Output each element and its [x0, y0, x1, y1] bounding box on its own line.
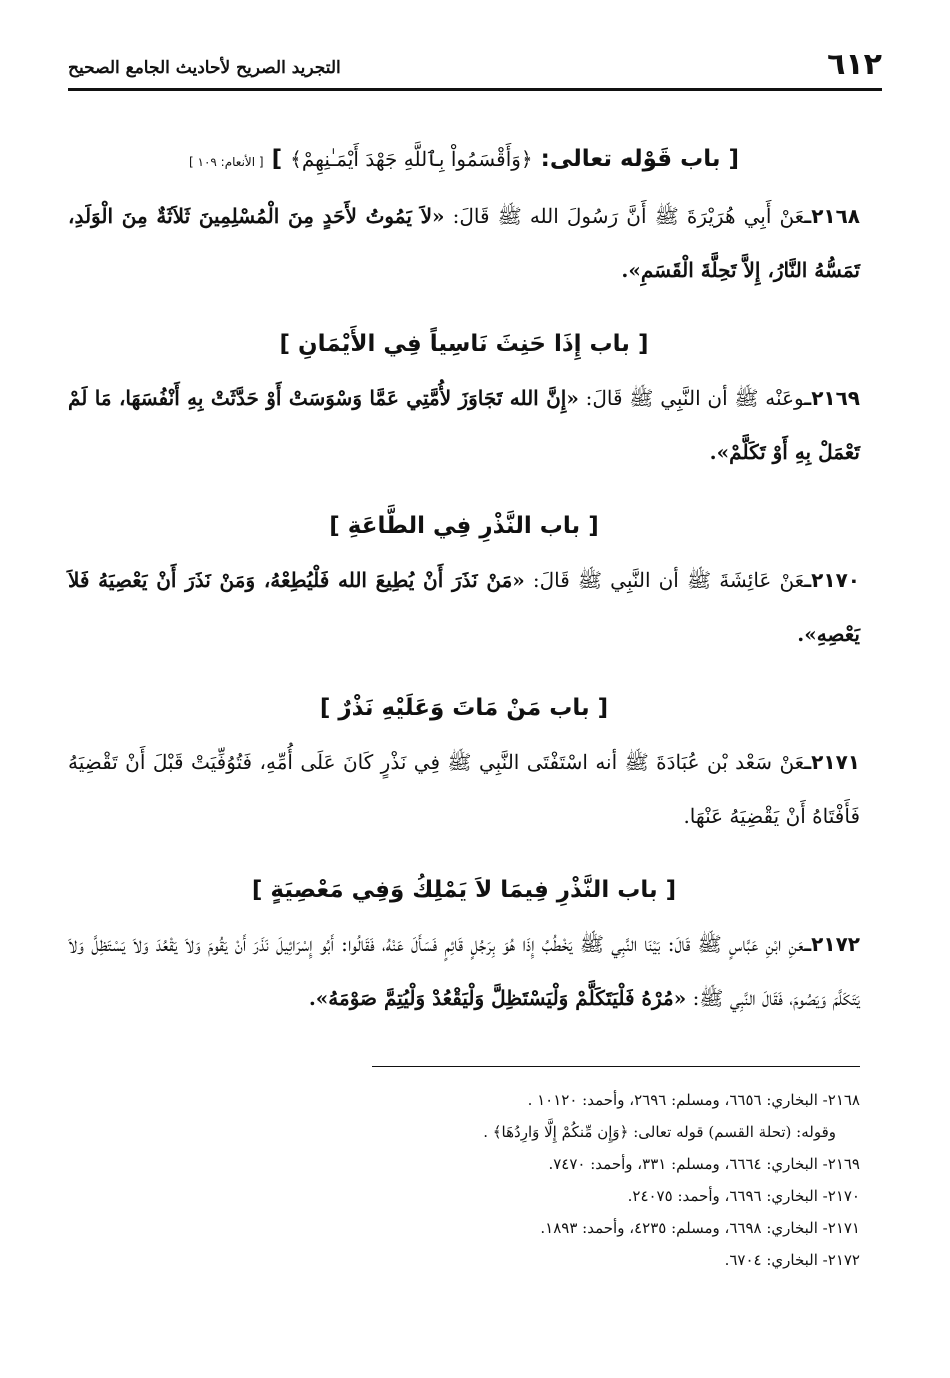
- hadith-chain: عَنْ عَائِشَةَ ﷺ أن النَّبِي ﷺ قَالَ:: [532, 568, 805, 592]
- hadith-number: ٢١٧٠ـ: [804, 568, 860, 592]
- footnote: ٢١٦٩- البخاري: ٦٦٦٤، ومسلم: ٣٣١، وأحمد: ٧٤٧٠.: [548, 1155, 860, 1173]
- hadith-text: «مَنْ نَذَرَ أَنْ يُطِيعَ الله فَلْيُطِعْهُ، وَمَنْ نَذَرَ أَنْ يَعْصِيَهُ فَلاَ يَعْصِهِ».: [68, 568, 860, 646]
- header-divider: [68, 88, 882, 91]
- footnote: ٢١٧١- البخاري: ٦٦٩٨، ومسلم: ٤٢٣٥، وأحمد: ١٨٩٣.: [540, 1219, 860, 1237]
- hadith-chain: وعَنْه ﷺ أن النَّبِي ﷺ قَالَ:: [585, 386, 805, 410]
- hadith-number: ٢١٦٨ـ: [804, 204, 861, 228]
- hadith-text: عَنْ سَعْد بْن عُبَادَةَ ﷺ أنه اسْتَفْتَى النَّبِي ﷺ فِي نَذْرٍ كَانَ عَلَى أُمِّهِ، فَتُوُفِّيَتْ قَبْلَ أَنْ تَقْضِيَهُ فَأَفْتَاهُ أَنْ يَقْضِيَهُ عَنْهَا.: [68, 750, 860, 828]
- hadith-paragraph: [68, 553, 860, 661]
- hadith-text: «إِنَّ الله تَجَاوَزَ لأُمَّتِي عَمَّا وَسْوَسَتْ أَوْ حَدَّثَتْ بِهِ أَنْفُسَهَا، مَا لَمْ تَعْمَلْ بِهِ أَوْ تَكَلَّمْ».: [68, 386, 860, 464]
- chapter-heading: [ باب النَّذْرِ فِيمَا لاَ يَمْلِكُ وَفِي مَعْصِيَةٍ ]: [251, 877, 677, 903]
- footnotes: [160, 1084, 860, 1276]
- hadith-chain: عَنْ أَبِي هُرَيْرَةَ ﷺ أَنَّ رَسُولَ الله ﷺ قَالَ:: [452, 204, 805, 228]
- page-header: [68, 36, 882, 86]
- hadith-paragraph: [68, 371, 860, 479]
- chapter-heading: [ باب النَّذْرِ فِي الطَّاعَةِ ]: [329, 513, 599, 539]
- hadith-chain: عَنِ ابْنِ عَبَّاسٍ ﷺ قَالَ: بَيْنَا النَّبِي ﷺ يَخْطُبُ إِذَا هُوَ بِرَجُلٍ قَائِمٍ فَسَأَلَ عَنْهُ، فَقَالُوا: أَبُو إِسْرَائِيلَ نَذَرَ أَنْ يَقُومَ وَلاَ يَقْعُدَ وَلاَ يَسْتَظِلَّ وَلاَ يَتَكَلَّمَ وَيَصُومَ، فَقَالَ النَّبِي ﷺ:: [68, 932, 860, 1010]
- chapter-heading: [ باب إِذَا حَنِثَ نَاسِياً فِي الأَيْمَانِ ]: [279, 331, 649, 357]
- footnote: ٢١٧٢- البخاري: ٦٧٠٤.: [724, 1251, 860, 1269]
- footnote: وقوله: (تحلة القسم) قوله تعالى: ﴿وَإِن مِّنكُمْ إِلَّا وَارِدُهَا﴾ .: [483, 1123, 836, 1141]
- footnote-divider: [372, 1066, 860, 1067]
- running-title: التجريد الصريح لأحاديث الجامع الصحيح: [68, 58, 341, 78]
- hadith-paragraph: [68, 735, 860, 843]
- chapter-bracket: ]: [271, 146, 283, 172]
- hadith-number: ٢١٦٩ـ: [804, 386, 861, 410]
- hadith-number: ٢١٧٢ـ: [804, 932, 860, 956]
- chapter-heading: [68, 138, 860, 183]
- hadith-paragraph: [68, 189, 860, 297]
- hadith-number: ٢١٧١ـ: [804, 750, 860, 774]
- footnote: ٢١٧٠- البخاري: ٦٦٩٦، وأحمد: ٢٤٠٧٥.: [627, 1187, 860, 1205]
- footnote: ٢١٦٨- البخاري: ٦٦٥٦، ومسلم: ٢٦٩٦، وأحمد: ١٠١٢٠ .: [527, 1091, 860, 1109]
- page-number: ٦١٢: [827, 47, 882, 82]
- main-content: [68, 138, 860, 1051]
- chapter-heading: [ باب مَنْ مَاتَ وَعَلَيْهِ نَذْرٌ ]: [319, 695, 609, 721]
- verse-reference: [ الأنعام: ١٠٩ ]: [189, 155, 264, 169]
- quran-verse: ﴿وَأَقْسَمُواْ بِٱللَّهِ جَهْدَ أَيْمَـٰنِهِمْ﴾: [290, 147, 533, 171]
- hadith-text: «لاَ يَمُوتُ لأَحَدٍ مِنَ الْمُسْلِمِينَ ثَلاَثَةٌ مِنَ الْوَلَدِ، تَمَسُّهُ النَّارُ، إِلاَّ تَحِلَّةَ الْقَسَمِ».: [68, 204, 860, 282]
- chapter-title: [ باب قَوْله تعالى:: [540, 146, 739, 172]
- hadith-paragraph: [68, 917, 860, 1025]
- hadith-text: «مُرْهُ فَلْيَتَكَلَّمْ وَلْيَسْتَظِلَّ وَلْيَقْعُدْ وَلْيُتِمَّ صَوْمَهُ».: [308, 986, 687, 1010]
